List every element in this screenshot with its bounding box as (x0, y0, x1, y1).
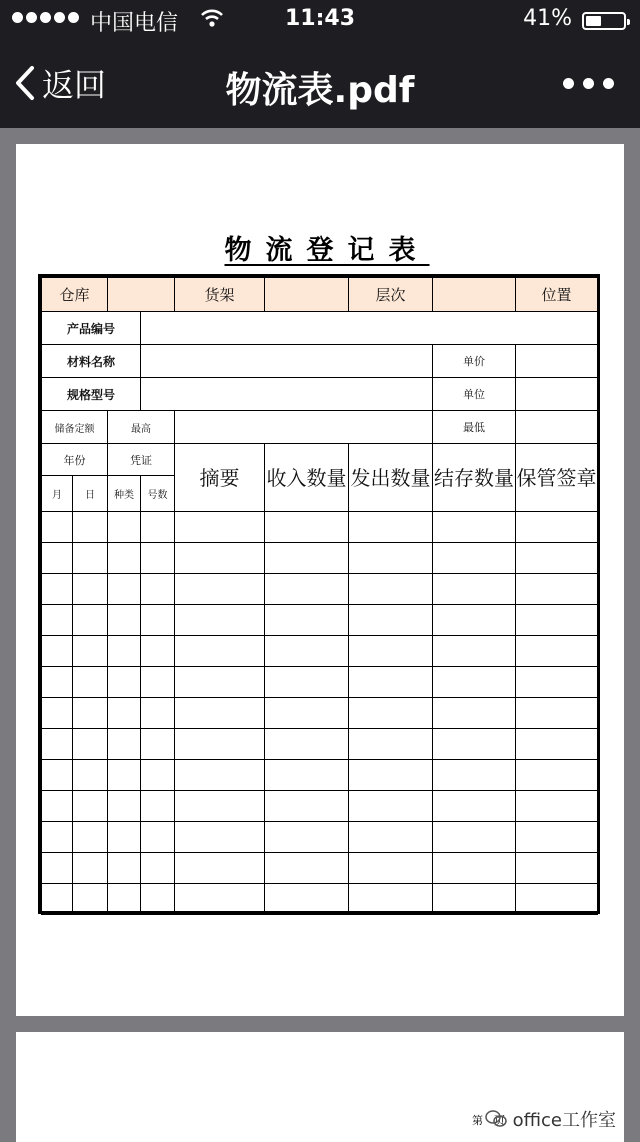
outgo-qty-header: 发出数量 (349, 444, 433, 512)
ledger-cell (516, 667, 598, 698)
pdf-page-1 (16, 144, 624, 1016)
ledger-cell (433, 605, 516, 636)
ledger-cell (516, 698, 598, 729)
ledger-cell (516, 729, 598, 760)
ledger-cell (108, 822, 141, 853)
ledger-cell (265, 698, 349, 729)
ledger-cell (141, 853, 175, 884)
ledger-cell (433, 853, 516, 884)
ledger-cell (175, 822, 265, 853)
ledger-cell (73, 884, 108, 915)
ledger-cell (265, 791, 349, 822)
ledger-cell (175, 884, 265, 915)
ledger-cell (516, 853, 598, 884)
unit-price-label: 单价 (433, 345, 516, 378)
ledger-row (42, 698, 598, 729)
ledger-cell (265, 884, 349, 915)
form-title: 物流登记表 (224, 235, 430, 266)
ledger-cell (349, 636, 433, 667)
ledger-cell (265, 574, 349, 605)
ledger-cell (42, 605, 73, 636)
ledger-cell (433, 667, 516, 698)
month-label: 月 (42, 476, 73, 512)
ledger-cell (265, 729, 349, 760)
status-bar (0, 0, 640, 40)
ledger-cell (42, 791, 73, 822)
ledger-cell (175, 791, 265, 822)
material-name-value (141, 345, 433, 378)
ledger-cell (141, 512, 175, 543)
ledger-cell (73, 698, 108, 729)
more-options-icon[interactable] (563, 78, 614, 89)
ledger-cell (349, 543, 433, 574)
ledger-cell (349, 698, 433, 729)
ledger-cell (108, 636, 141, 667)
ledger-cell (141, 605, 175, 636)
keeper-sign-header: 保管签章 (516, 444, 598, 512)
battery-percent: 41% (523, 6, 572, 31)
ledger-row (42, 791, 598, 822)
ledger-cell (175, 698, 265, 729)
ledger-cell (73, 636, 108, 667)
ledger-cell (265, 636, 349, 667)
warehouse-value (108, 278, 175, 312)
ledger-cell (42, 636, 73, 667)
ledger-cell (108, 760, 141, 791)
shelf-label: 货架 (175, 278, 265, 312)
ledger-cell (141, 884, 175, 915)
ledger-cell (108, 543, 141, 574)
ledger-cell (141, 698, 175, 729)
ledger-cell (141, 543, 175, 574)
warehouse-label: 仓库 (42, 278, 108, 312)
level-value (433, 278, 516, 312)
document-title: 物流表.pdf (225, 70, 415, 111)
ledger-cell (108, 698, 141, 729)
position-label: 位置 (516, 278, 598, 312)
battery-level-fill (586, 16, 601, 26)
ledger-cell (433, 698, 516, 729)
ledger-cell (433, 760, 516, 791)
ledger-row (42, 512, 598, 543)
shelf-value (265, 278, 349, 312)
year-label: 年份 (42, 444, 108, 476)
ledger-cell (433, 729, 516, 760)
number-label: 号数 (141, 476, 175, 512)
ledger-cell (349, 512, 433, 543)
ledger-cell (265, 760, 349, 791)
ledger-cell (175, 543, 265, 574)
ledger-cell (141, 822, 175, 853)
unit-value (516, 378, 598, 411)
ledger-cell (516, 543, 598, 574)
ledger-cell (265, 822, 349, 853)
ledger-cell (349, 822, 433, 853)
back-label: 返回 (42, 66, 107, 104)
material-name-label: 材料名称 (42, 345, 141, 378)
ledger-cell (349, 791, 433, 822)
ledger-cell (516, 791, 598, 822)
carrier-name: 中国电信 (90, 11, 179, 36)
ledger-cell (42, 822, 73, 853)
ledger-cell (433, 636, 516, 667)
ledger-cell (73, 822, 108, 853)
ledger-cell (42, 667, 73, 698)
ledger-cell (73, 605, 108, 636)
ledger-cell (42, 574, 73, 605)
ledger-cell (265, 667, 349, 698)
ledger-cell (175, 760, 265, 791)
unit-price-value (516, 345, 598, 378)
ledger-cell (73, 512, 108, 543)
ledger-row (42, 636, 598, 667)
ledger-cell (349, 574, 433, 605)
ledger-cell (108, 667, 141, 698)
ledger-cell (141, 791, 175, 822)
ledger-row (42, 884, 598, 915)
ledger-cell (265, 605, 349, 636)
ledger-cell (73, 574, 108, 605)
ledger-cell (265, 543, 349, 574)
voucher-label: 凭证 (108, 444, 175, 476)
ledger-cell (516, 512, 598, 543)
spec-model-label: 规格型号 (42, 378, 141, 411)
ledger-cell (141, 729, 175, 760)
ledger-cell (42, 853, 73, 884)
ledger-cell (108, 729, 141, 760)
unit-label: 单位 (433, 378, 516, 411)
ledger-cell (433, 822, 516, 853)
ledger-row (42, 605, 598, 636)
ledger-row (42, 822, 598, 853)
min-value (516, 411, 598, 444)
ledger-cell (175, 605, 265, 636)
ledger-cell (516, 822, 598, 853)
ledger-cell (141, 760, 175, 791)
ledger-cell (175, 512, 265, 543)
ledger-cell (349, 853, 433, 884)
ledger-cell (516, 760, 598, 791)
ledger-cell (73, 853, 108, 884)
wechat-icon (485, 1110, 507, 1128)
balance-qty-header: 结存数量 (433, 444, 516, 512)
ledger-cell (108, 512, 141, 543)
page-number-label: 第 页 (472, 1114, 505, 1127)
ledger-cell (141, 636, 175, 667)
ledger-cell (516, 884, 598, 915)
pdf-page-2 (16, 1032, 624, 1142)
ledger-cell (141, 667, 175, 698)
ledger-cell (42, 729, 73, 760)
ledger-row (42, 574, 598, 605)
ledger-cell (433, 512, 516, 543)
ledger-cell (265, 853, 349, 884)
spec-model-value (141, 378, 433, 411)
ledger-cell (349, 760, 433, 791)
ledger-cell (175, 574, 265, 605)
product-code-value (141, 312, 598, 345)
ledger-cell (433, 543, 516, 574)
ledger-cell (73, 729, 108, 760)
ledger-cell (349, 605, 433, 636)
ledger-cell (108, 884, 141, 915)
max-value (175, 411, 433, 444)
ledger-row (42, 667, 598, 698)
clock: 11:43 (284, 6, 356, 31)
ledger-cell (108, 853, 141, 884)
ledger-row (42, 729, 598, 760)
ledger-cell (108, 574, 141, 605)
navigation-bar (0, 40, 640, 128)
ledger-row (42, 543, 598, 574)
level-label: 层次 (349, 278, 433, 312)
ledger-cell (175, 729, 265, 760)
kind-label: 种类 (108, 476, 141, 512)
watermark: office工作室 (485, 1106, 616, 1132)
ledger-cell (433, 884, 516, 915)
ledger-cell (73, 543, 108, 574)
ledger-cell (175, 853, 265, 884)
ledger-cell (108, 605, 141, 636)
product-code-label: 产品编号 (42, 312, 141, 345)
ledger-cell (349, 729, 433, 760)
ledger-cell (349, 667, 433, 698)
ledger-cell (42, 760, 73, 791)
income-qty-header: 收入数量 (265, 444, 349, 512)
ledger-cell (349, 884, 433, 915)
ledger-cell (516, 605, 598, 636)
ledger-cell (141, 574, 175, 605)
logistics-form-table (38, 274, 600, 914)
ledger-cell (175, 667, 265, 698)
summary-header: 摘要 (175, 444, 265, 512)
ledger-cell (516, 636, 598, 667)
ledger-cell (175, 636, 265, 667)
battery-icon (582, 12, 626, 30)
ledger-cell (433, 791, 516, 822)
ledger-cell (42, 884, 73, 915)
day-label: 日 (73, 476, 108, 512)
min-label: 最低 (433, 411, 516, 444)
ledger-cell (42, 512, 73, 543)
ledger-cell (73, 760, 108, 791)
ledger-cell (42, 543, 73, 574)
ledger-cell (73, 667, 108, 698)
stock-quota-label: 储备定额 (42, 411, 108, 444)
ledger-row (42, 760, 598, 791)
ledger-cell (516, 574, 598, 605)
ledger-cell (433, 574, 516, 605)
ledger-cell (73, 791, 108, 822)
ledger-cell (42, 698, 73, 729)
ledger-row (42, 853, 598, 884)
max-label: 最高 (108, 411, 175, 444)
ledger-cell (265, 512, 349, 543)
ledger-cell (108, 791, 141, 822)
